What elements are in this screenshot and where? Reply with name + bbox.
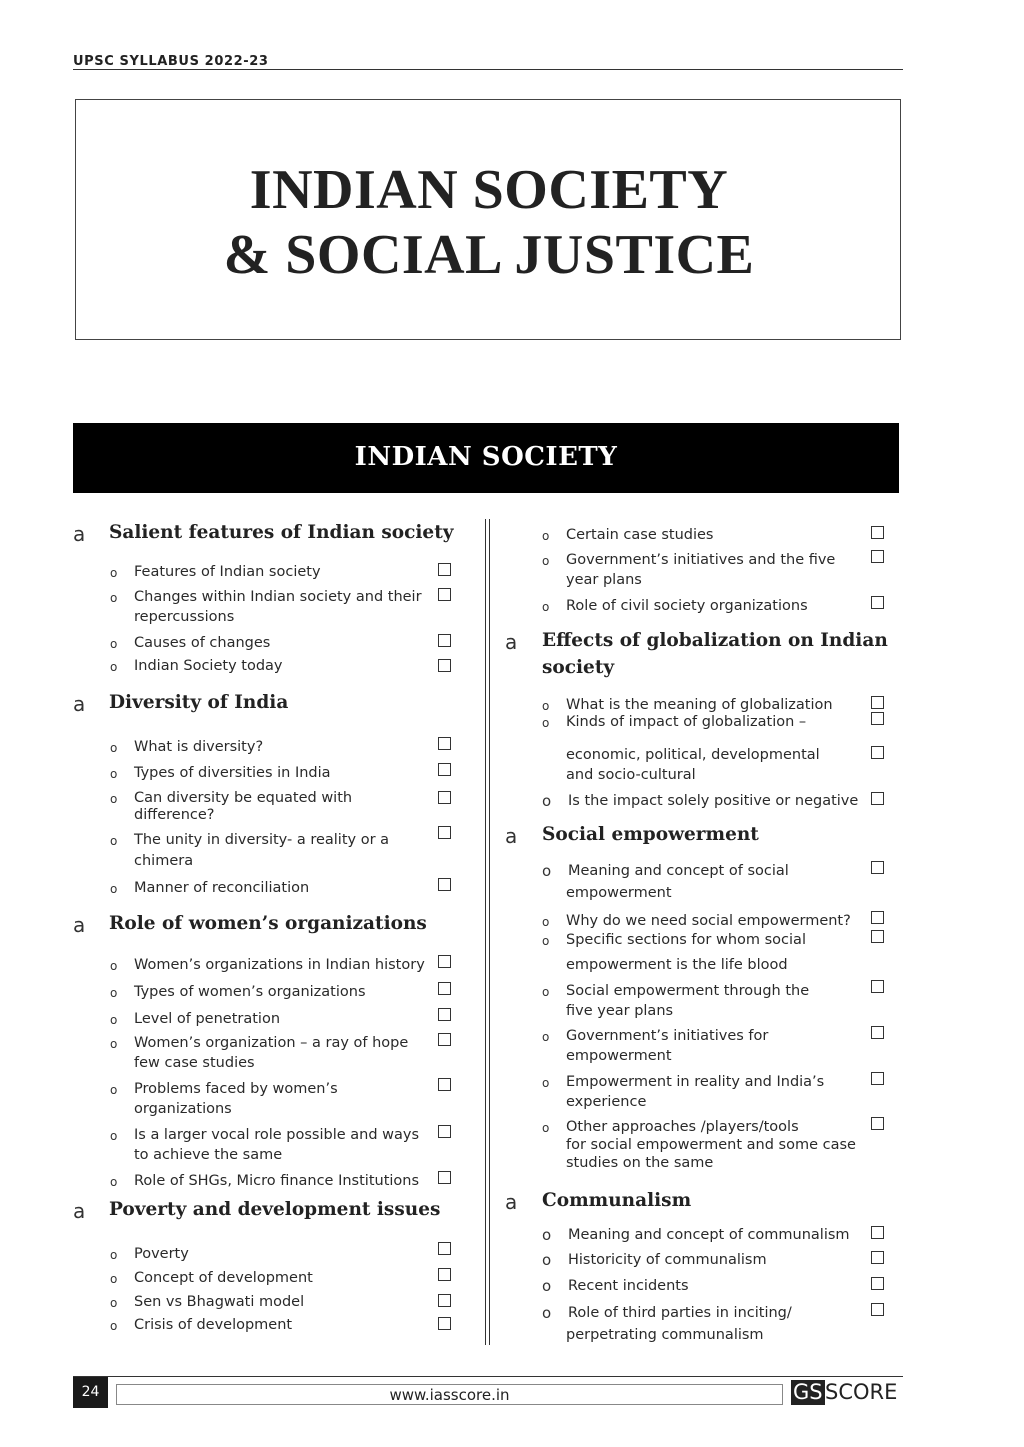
heading-marker: a xyxy=(73,692,86,716)
bullet-icon: o xyxy=(110,882,118,896)
bullet-icon: o xyxy=(542,934,550,948)
list-item: Types of diversities in India xyxy=(134,765,331,781)
list-item-continuation: for social empowerment and some case xyxy=(566,1137,856,1153)
list-item: Meaning and concept of social xyxy=(568,863,789,879)
header-label: UPSC SYLLABUS 2022-23 xyxy=(73,54,269,69)
list-item: Problems faced by women’s xyxy=(134,1081,338,1097)
bullet-icon: o xyxy=(542,862,552,880)
page-number: 24 xyxy=(81,1384,100,1400)
bullet-icon: o xyxy=(542,529,550,543)
heading-globalization-continuation: society xyxy=(542,657,615,678)
section-title: INDIAN SOCIETY xyxy=(354,442,618,472)
checkbox[interactable] xyxy=(871,1251,884,1264)
list-item-continuation: empowerment is the life blood xyxy=(566,957,788,973)
list-item: Features of Indian society xyxy=(134,564,321,580)
list-item-sub: economic, political, developmental xyxy=(566,747,820,763)
checkbox[interactable] xyxy=(438,659,451,672)
checkbox[interactable] xyxy=(871,930,884,943)
list-item-continuation: experience xyxy=(566,1094,647,1110)
bullet-icon: o xyxy=(110,1013,118,1027)
list-item-continuation: five year plans xyxy=(566,1003,674,1019)
heading-poverty-development: Poverty and development issues xyxy=(109,1199,441,1220)
bullet-icon: o xyxy=(542,1076,550,1090)
checkbox[interactable] xyxy=(438,1008,451,1021)
page-title-line-2: & SOCIAL JUSTICE xyxy=(223,224,755,286)
list-item: Is the impact solely positive or negative xyxy=(568,793,859,809)
list-item-continuation: and socio-cultural xyxy=(566,767,696,783)
list-item: Is a larger vocal role possible and ways xyxy=(134,1127,420,1143)
list-item-continuation: empowerment xyxy=(566,885,672,901)
heading-diversity: Diversity of India xyxy=(109,692,289,713)
list-item: Level of penetration xyxy=(134,1011,281,1027)
checkbox[interactable] xyxy=(438,737,451,750)
checkbox[interactable] xyxy=(871,712,884,725)
bullet-icon: o xyxy=(110,1129,118,1143)
bullet-icon: o xyxy=(542,1251,552,1269)
checkbox[interactable] xyxy=(438,1033,451,1046)
list-item: Specific sections for whom social xyxy=(566,932,806,948)
footer-divider xyxy=(73,1376,903,1377)
checkbox[interactable] xyxy=(438,1171,451,1184)
checkbox[interactable] xyxy=(438,1268,451,1281)
heading-marker: a xyxy=(505,1190,518,1214)
list-item-continuation: studies on the same xyxy=(566,1155,714,1171)
list-item: Women’s organizations in Indian history xyxy=(134,957,425,973)
checkbox[interactable] xyxy=(438,634,451,647)
list-item: Crisis of development xyxy=(134,1317,293,1333)
heading-marker: a xyxy=(73,913,86,937)
bullet-icon: o xyxy=(542,1304,552,1322)
checkbox[interactable] xyxy=(871,1277,884,1290)
heading-marker: a xyxy=(505,630,518,654)
checkbox[interactable] xyxy=(438,1242,451,1255)
checkbox[interactable] xyxy=(438,588,451,601)
heading-marker: a xyxy=(505,824,518,848)
bullet-icon: o xyxy=(110,1319,118,1333)
bullet-icon: o xyxy=(542,1277,552,1295)
list-item: Poverty xyxy=(134,1246,189,1262)
bullet-icon: o xyxy=(110,986,118,1000)
bullet-icon: o xyxy=(110,959,118,973)
bullet-icon: o xyxy=(542,792,552,810)
bullet-icon: o xyxy=(542,1226,552,1244)
heading-marker: a xyxy=(73,1199,86,1223)
list-item-continuation: difference? xyxy=(134,807,215,823)
checkbox[interactable] xyxy=(871,1303,884,1316)
list-item-continuation: perpetrating communalism xyxy=(566,1327,764,1343)
column-divider xyxy=(489,519,490,1345)
bullet-icon: o xyxy=(110,1248,118,1262)
list-item: Concept of development xyxy=(134,1270,313,1286)
list-item: Manner of reconciliation xyxy=(134,880,310,896)
list-item: Kinds of impact of globalization – xyxy=(566,714,807,730)
bullet-icon: o xyxy=(542,716,550,730)
bullet-icon: o xyxy=(110,767,118,781)
list-item: Types of women’s organizations xyxy=(134,984,366,1000)
checkbox[interactable] xyxy=(871,861,884,874)
checkbox[interactable] xyxy=(871,1226,884,1239)
checkbox[interactable] xyxy=(438,791,451,804)
list-item: Empowerment in reality and India’s xyxy=(566,1074,825,1090)
page-title-line-1: INDIAN SOCIETY xyxy=(249,159,729,221)
heading-marker: a xyxy=(73,522,86,546)
bullet-icon: o xyxy=(110,1037,118,1051)
checkbox[interactable] xyxy=(438,826,451,839)
list-item-continuation: year plans xyxy=(566,572,642,588)
checkbox[interactable] xyxy=(438,763,451,776)
list-item: Women’s organization – a ray of hope xyxy=(134,1035,409,1051)
checkbox[interactable] xyxy=(871,1072,884,1085)
list-item: Government’s initiatives and the five xyxy=(566,552,836,568)
list-item: Causes of changes xyxy=(134,635,271,651)
bullet-icon: o xyxy=(542,699,550,713)
list-item: Recent incidents xyxy=(568,1278,689,1294)
bullet-icon: o xyxy=(542,915,550,929)
footer-url-box xyxy=(116,1384,783,1405)
list-item: Meaning and concept of communalism xyxy=(568,1227,850,1243)
bullet-icon: o xyxy=(110,566,118,580)
list-item-continuation: repercussions xyxy=(134,609,235,625)
list-item-continuation: organizations xyxy=(134,1101,232,1117)
checkbox[interactable] xyxy=(871,792,884,805)
header-divider xyxy=(73,69,903,70)
checkbox[interactable] xyxy=(871,526,884,539)
bullet-icon: o xyxy=(110,1083,118,1097)
column-divider xyxy=(485,519,486,1345)
checkbox[interactable] xyxy=(871,696,884,709)
bullet-icon: o xyxy=(542,1121,550,1135)
checkbox[interactable] xyxy=(871,980,884,993)
list-item: The unity in diversity- a reality or a xyxy=(134,832,390,848)
page-number-box xyxy=(73,1377,108,1408)
list-item: Sen vs Bhagwati model xyxy=(134,1294,305,1310)
list-item: Other approaches /players/tools xyxy=(566,1119,799,1135)
heading-womens-organizations: Role of women’s organizations xyxy=(109,913,427,934)
list-item: Why do we need social empowerment? xyxy=(566,913,851,929)
checkbox[interactable] xyxy=(871,1026,884,1039)
heading-communalism: Communalism xyxy=(542,1190,692,1211)
bullet-icon: o xyxy=(110,1175,118,1189)
checkbox[interactable] xyxy=(871,550,884,563)
heading-globalization: Effects of globalization on Indian xyxy=(542,630,888,651)
list-item: Historicity of communalism xyxy=(568,1252,767,1268)
bullet-icon: o xyxy=(110,741,118,755)
checkbox[interactable] xyxy=(438,1294,451,1307)
list-item: What is the meaning of globalization xyxy=(566,697,833,713)
section-banner xyxy=(73,423,899,493)
checkbox[interactable] xyxy=(438,982,451,995)
list-item: Role of SHGs, Micro finance Institutions xyxy=(134,1173,420,1189)
checkbox[interactable] xyxy=(871,1117,884,1130)
checkbox[interactable] xyxy=(871,596,884,609)
list-item: Role of civil society organizations xyxy=(566,598,808,614)
list-item: Changes within Indian society and their xyxy=(134,589,422,605)
bullet-icon: o xyxy=(542,554,550,568)
list-item: Indian Society today xyxy=(134,658,283,674)
list-item: Role of third parties in inciting/ xyxy=(568,1305,792,1321)
heading-salient-features: Salient features of Indian society xyxy=(109,522,454,543)
bullet-icon: o xyxy=(542,600,550,614)
bullet-icon: o xyxy=(110,834,118,848)
checkbox[interactable] xyxy=(438,955,451,968)
heading-social-empowerment: Social empowerment xyxy=(542,824,759,845)
list-item-continuation: to achieve the same xyxy=(134,1147,283,1163)
checkbox[interactable] xyxy=(438,1078,451,1091)
bullet-icon: o xyxy=(110,591,118,605)
list-item: Social empowerment through the xyxy=(566,983,810,999)
brand-logo-score: SCORE xyxy=(825,1380,898,1404)
list-item-continuation: chimera xyxy=(134,853,194,869)
checkbox[interactable] xyxy=(438,1317,451,1330)
checkbox[interactable] xyxy=(438,563,451,576)
list-item: Certain case studies xyxy=(566,527,714,543)
list-item: Government’s initiatives for xyxy=(566,1028,769,1044)
brand-logo-gs: GS xyxy=(793,1380,823,1404)
bullet-icon: o xyxy=(542,1030,550,1044)
bullet-icon: o xyxy=(542,985,550,999)
bullet-icon: o xyxy=(110,637,118,651)
bullet-icon: o xyxy=(110,660,118,674)
checkbox[interactable] xyxy=(438,1125,451,1138)
title-box xyxy=(75,99,901,340)
list-item-continuation: empowerment xyxy=(566,1048,672,1064)
footer-url[interactable]: www.iasscore.in xyxy=(389,1386,510,1404)
bullet-icon: o xyxy=(110,792,118,806)
checkbox[interactable] xyxy=(871,911,884,924)
bullet-icon: o xyxy=(110,1272,118,1286)
list-item: What is diversity? xyxy=(134,739,264,755)
bullet-icon: o xyxy=(110,1296,118,1310)
checkbox[interactable] xyxy=(438,878,451,891)
list-item-continuation: few case studies xyxy=(134,1055,255,1071)
list-item: Can diversity be equated with xyxy=(134,790,353,806)
checkbox[interactable] xyxy=(871,746,884,759)
